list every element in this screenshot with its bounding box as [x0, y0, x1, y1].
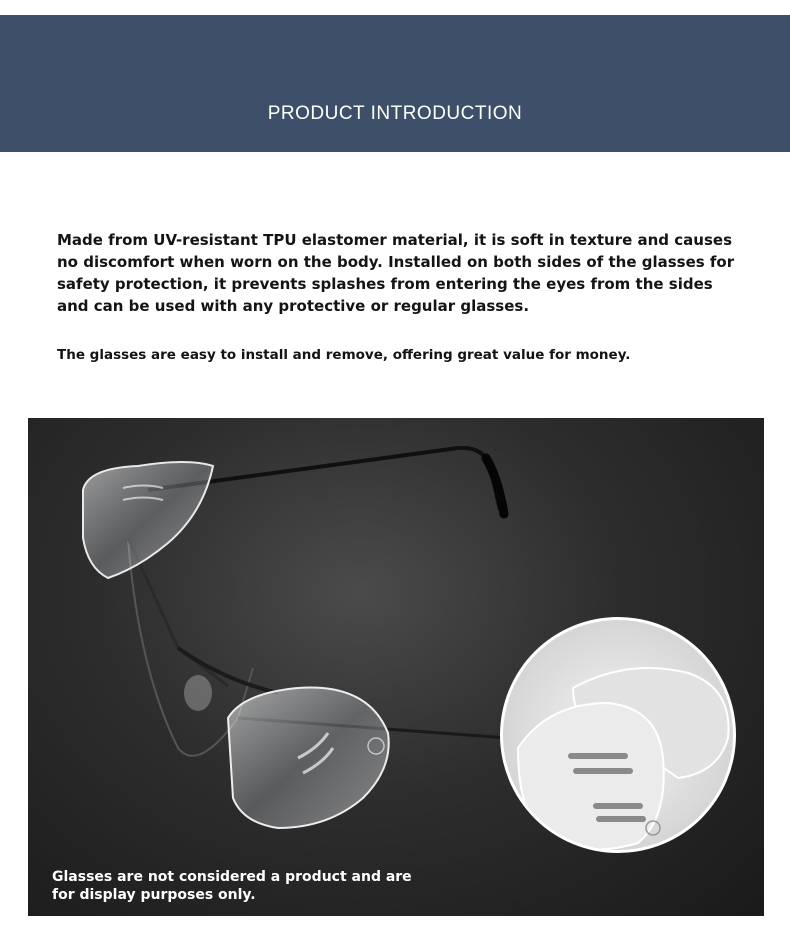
section-title: PRODUCT INTRODUCTION [267, 103, 523, 124]
install-note: The glasses are easy to install and remove, offering great value for money. [57, 347, 631, 363]
product-photo [28, 418, 764, 916]
header-banner [0, 15, 790, 152]
display-disclaimer: Glasses are not considered a product and are for display purposes only. [52, 869, 412, 903]
lower-side-shield [228, 688, 389, 828]
glasses-illustration [28, 418, 764, 916]
product-description: Made from UV-resistant TPU elastomer material, it is soft in texture and causes no discomfort when worn on the body. Installed on both sides of the glasses for safety protection, it prevents splashes from entering the eyes from the sides and can be used with any protective or regular glasses. [57, 231, 735, 315]
zoom-inset [500, 617, 736, 853]
upper-side-shield [83, 462, 213, 578]
